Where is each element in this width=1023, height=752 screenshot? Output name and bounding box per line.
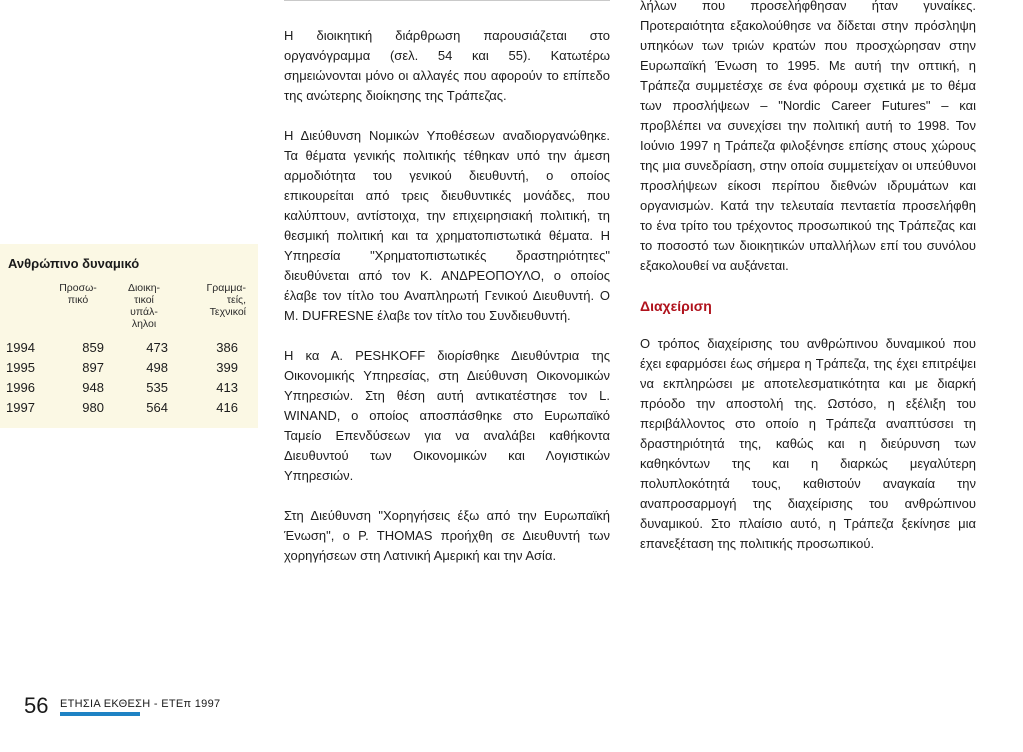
running-head: ΕΤΗΣΙΑ ΕΚΘΕΣΗ - ΕΤΕπ 1997 (60, 698, 221, 710)
column-header-secretaries: Γραμμα- τείς, Τεχνικοί (206, 282, 246, 318)
table-row: 1997 980 564 416 (6, 400, 238, 415)
section-heading: Διαχείριση (640, 298, 712, 314)
paragraph: Στη Διεύθυνση "Χορηγήσεις έξω από την Ευρωπαϊκή Ένωση", ο P. THOMAS προήχθη σε Διευθυντή των χορηγήσεων στη Λατινική Αμερική και την Ασία. (284, 508, 610, 563)
column-header-staff: Προσω- πικό (59, 282, 97, 306)
table-row: 1996 948 535 413 (6, 380, 238, 395)
paragraph: Η κα Α. PESHKOFF διορίσθηκε Διευθύντρια της Οικονομικής Υπηρεσίας, στη Διεύθυνση Οικονομικών Υπηρεσιών. Στη θέση αυτή αντικατέστησε τον L. WINAND, ο οποίος αποσπάσθηκε στο Ευρωπαϊκό Ταμείο Επενδύσεων για να αναλάβει καθήκοντα Διευθυντού των Οικονομικών και Λογιστικών Υπηρεσιών. (284, 348, 610, 483)
paragraph: Ο τρόπος διαχείρισης του ανθρώπινου δυναμικού που έχει εφαρμόσει έως σήμερα η Τράπεζα, της έχει επιτρέψει να εκπληρώσει με αποτελεσματικότητα και με διαρκή πρόοδο την αποστολή της. Ωστόσο, η εξέλιξη του περιβάλλοντος στο οποίο η Τράπεζα αναπτύσσει τη δραστηριότητά της, καθώς και η διεύρυνση των καθηκόντων της και η διαρκώς μεγαλύτερη πολυπλοκότητά τους, καθιστούν αναγκαία την αναπροσαρμογή της διαχείρισης του ανθρώπινου δυναμικού. Στο πλαίσιο αυτό, η Τράπεζα ξεκίνησε μια επανεξέταση της πολιτικής προσωπικού. (640, 336, 976, 551)
paragraph: Η Διεύθυνση Νομικών Υποθέσεων αναδιοργανώθηκε. Τα θέματα γενικής πολιτικής τέθηκαν υπό την άμεση αρμοδιότητα του γενικού διευθυντή, ο οποίος επικουρείται από τρεις διευθυντικές μονάδες, που καλύπτουν, αντίστοιχα, την επιχειρησιακή πολιτική, τη θεσμική πολιτική και τα χρηματοπιστωτικά θέματα. Η Υπηρεσία "Χρηματοπιστωτικές δραστηριότητες" διευθύνεται από τον Κ. ΑΝΔΡΕΟΠΟΥΛΟ, ο οποίος έλαβε τον τίτλο του Αναπληρωτή Γενικού Διευθυντή. Ο Μ. DUFRESNE έλαβε τον τίτλο του Συνδιευθυντή. (284, 128, 610, 323)
page-number: 56 (24, 693, 49, 718)
paragraph: Η διοικητική διάρθρωση παρουσιάζεται στο οργανόγραμμα (σελ. 54 και 55). Κατωτέρω σημειώνονται μόνο οι αλλαγές που αφορούν το επίπεδο της ανώτερης διοίκησης της Τράπεζας. (284, 28, 610, 103)
right-text-column (640, 0, 976, 574)
top-rule (284, 0, 610, 1)
middle-text-column (284, 26, 610, 586)
table-row: 1995 897 498 399 (6, 360, 238, 375)
footer-accent-bar (60, 712, 140, 716)
table-row: 1994 859 473 386 (6, 340, 238, 355)
paragraph: λήλων που προσελήφθησαν ήταν γυναίκες. Προτεραιότητα εξακολούθησε να δίδεται στην πρόσληψη υπηκόων των τριών κρατών που προσχώρησαν στην Ευρωπαϊκή Ένωση το 1995. Με αυτή την οπτική, η Τράπεζα συμμετέσχε σε ένα φόρουμ σχετικά με το θέμα των προσλήψεων – "Nordic Career Futures" – και προβλέπει να συνεχίσει την πολιτική αυτή το 1998. Τον Ιούνιο 1997 η Τράπεζα φιλοξένησε επίσης στους χώρους της μια συνεδρίαση, στην οποία συμμετείχαν οι υπεύθυνοι προσλήψεων είκοσι περίπου διεθνών ιδρυμάτων και οργανισμών. Κατά την τελευταία πενταετία προσελήφθη το ένα τρίτο του τρέχοντος προσωπικού της Τράπεζας και το ποσοστό των διοικητικών υπαλλήλων επί του συνόλου εξακολουθεί να αυξάνεται. (640, 0, 976, 273)
staff-statistics-box (0, 244, 258, 428)
column-header-administrative: Διοικη- τικοί υπάλ- ληλοι (127, 282, 161, 330)
sidebar-title: Ανθρώπινο δυναμικό (8, 256, 140, 271)
